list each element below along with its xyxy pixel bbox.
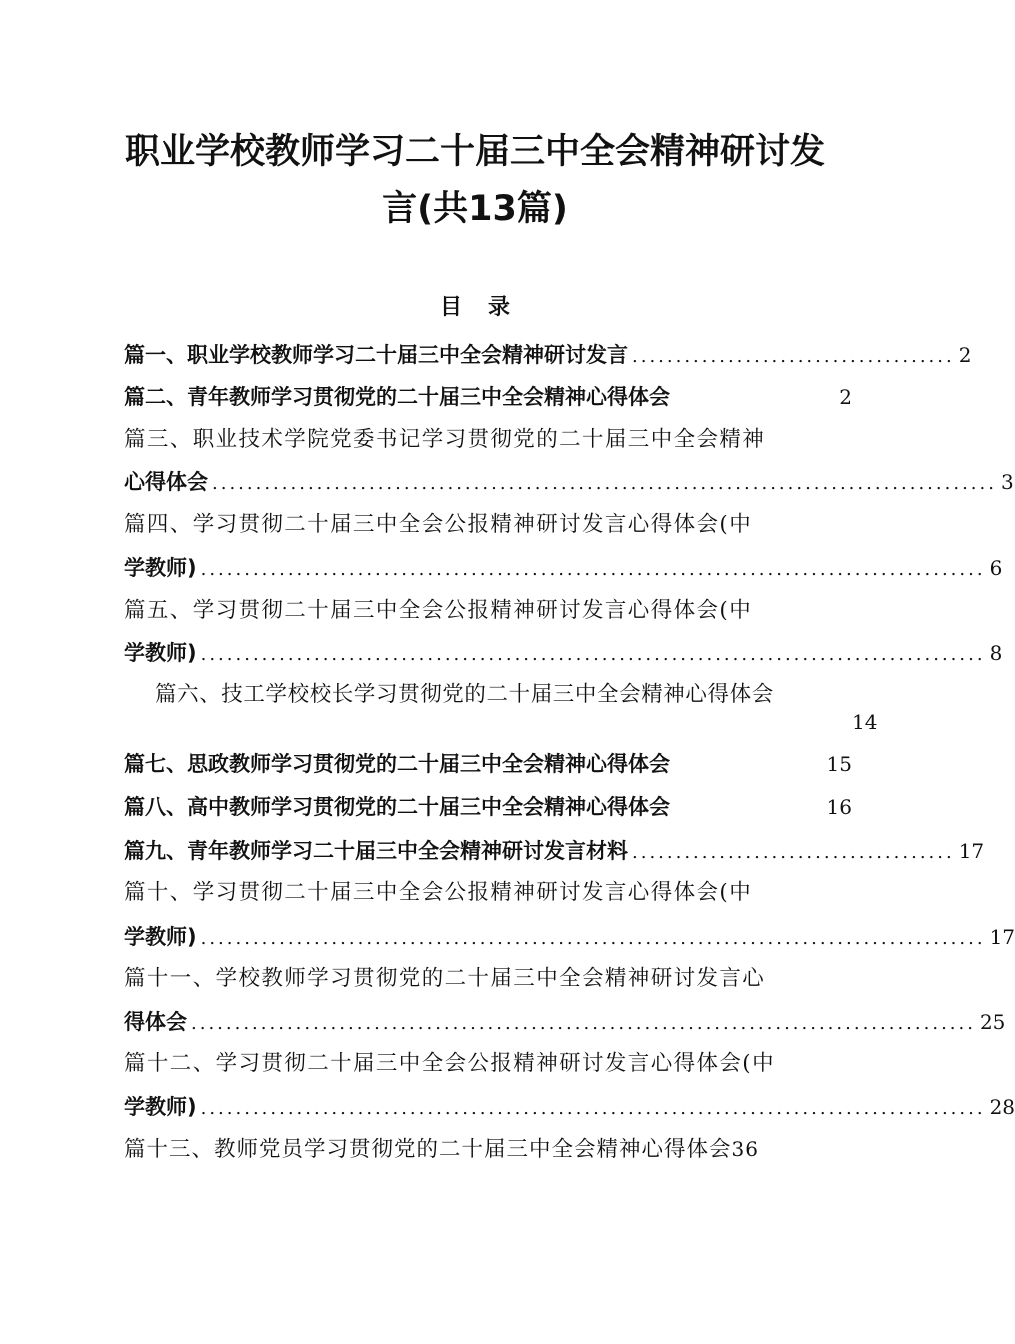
document-title-line-1: 职业学校教师学习二十届三中全会精神研讨发: [124, 132, 825, 172]
toc-entry-text: 篇十二、学习贯彻二十届三中全会公报精神研讨发言心得体会(中: [124, 1051, 775, 1076]
toc-entry-3-line-2[interactable]: [124, 467, 1014, 497]
toc-entry-text: 学教师): [124, 1095, 197, 1119]
toc-entry-11-line-2[interactable]: [124, 1007, 1006, 1037]
toc-entry-text: 篇十一、学校教师学习贯彻党的二十届三中全会精神研讨发言心: [124, 966, 766, 991]
toc-entry-4-line-1[interactable]: [124, 510, 852, 540]
toc-entry-page: 28: [989, 1095, 1015, 1119]
toc-entry-text: 篇九、青年教师学习二十届三中全会精神研讨发言材料: [124, 839, 628, 863]
toc-entry-5-line-2[interactable]: [124, 638, 1003, 668]
leader-dots: ..........................................................................................: [212, 473, 997, 494]
toc-entry-text: 篇二、青年教师学习贯彻党的二十届三中全会精神心得体会: [124, 385, 670, 409]
toc-entry-6-page: 14: [852, 710, 878, 734]
toc-entry-page: 2: [958, 343, 972, 367]
toc-entry-8[interactable]: [124, 792, 852, 822]
toc-entry-12-line-2[interactable]: [124, 1092, 1015, 1122]
toc-entry-page: 17: [958, 839, 985, 863]
toc-entry-10-line-2[interactable]: [124, 922, 1015, 952]
document-title-line-2: 言(共13篇): [382, 189, 568, 229]
leader-dots: ..........................................................................................: [200, 559, 986, 580]
toc-entry-text: 篇三、职业技术学院党委书记学习贯彻党的二十届三中全会精神: [124, 427, 766, 452]
toc-entry-7[interactable]: [124, 749, 852, 779]
toc-entry-page: 16: [826, 795, 852, 819]
leader-dots: .....................................: [632, 346, 955, 367]
leader-dots: .....................................: [632, 842, 955, 863]
toc-entry-6[interactable]: 篇六、技工学校校长学习贯彻党的二十届三中全会精神心得体会: [155, 682, 774, 707]
toc-entry-text: 学教师): [124, 641, 197, 665]
toc-entry-page: 15: [826, 752, 852, 776]
toc-entry-page: 2: [839, 385, 852, 409]
toc-entry-text: 篇十三、教师党员学习贯彻党的二十届三中全会精神心得体会: [124, 1137, 732, 1162]
toc-entry-text: 篇四、学习贯彻二十届三中全会公报精神研讨发言心得体会(中: [124, 512, 753, 537]
leader-dots: ..........................................................................................: [200, 928, 986, 949]
toc-entry-text: 篇八、高中教师学习贯彻党的二十届三中全会精神心得体会: [124, 795, 670, 819]
toc-entry-page: 36: [731, 1137, 759, 1161]
toc-entry-12-line-1[interactable]: [124, 1049, 852, 1079]
leader-dots: ..........................................................................................: [200, 1098, 986, 1119]
toc-entry-text: 篇五、学习贯彻二十届三中全会公报精神研讨发言心得体会(中: [124, 598, 753, 623]
toc-entry-13[interactable]: [124, 1134, 852, 1164]
toc-entry-text: 心得体会: [124, 470, 208, 494]
toc-entry-page: 8: [989, 641, 1003, 665]
toc-entry-text: 学教师): [124, 925, 197, 949]
leader-dots: ..........................................................................................: [200, 644, 986, 665]
toc-entry-text: 得体会: [124, 1010, 187, 1034]
toc-entry-11-line-1[interactable]: [124, 964, 852, 994]
leader-dots: ..........................................................................................: [191, 1013, 976, 1034]
toc-entry-text: 篇七、思政教师学习贯彻党的二十届三中全会精神心得体会: [124, 752, 670, 776]
toc-entry-4-line-2[interactable]: [124, 553, 1003, 583]
toc-entry-page: 3: [1000, 470, 1014, 494]
toc-entry-text: 篇一、职业学校教师学习二十届三中全会精神研讨发言: [124, 343, 628, 367]
toc-entry-9[interactable]: [124, 836, 985, 866]
toc-entry-2[interactable]: [124, 382, 852, 412]
toc-entry-3-line-1[interactable]: [124, 425, 852, 455]
toc-entry-1[interactable]: [124, 340, 972, 370]
toc-heading: 目录: [439, 295, 536, 320]
toc-entry-text: 学教师): [124, 556, 197, 580]
toc-entry-text: 篇十、学习贯彻二十届三中全会公报精神研讨发言心得体会(中: [124, 880, 753, 905]
toc-entry-page: 6: [989, 556, 1003, 580]
toc-entry-10-line-1[interactable]: [124, 878, 852, 908]
toc-entry-page: 17: [989, 925, 1015, 949]
toc-entry-5-line-1[interactable]: [124, 596, 852, 626]
toc-entry-page: 25: [979, 1010, 1006, 1034]
